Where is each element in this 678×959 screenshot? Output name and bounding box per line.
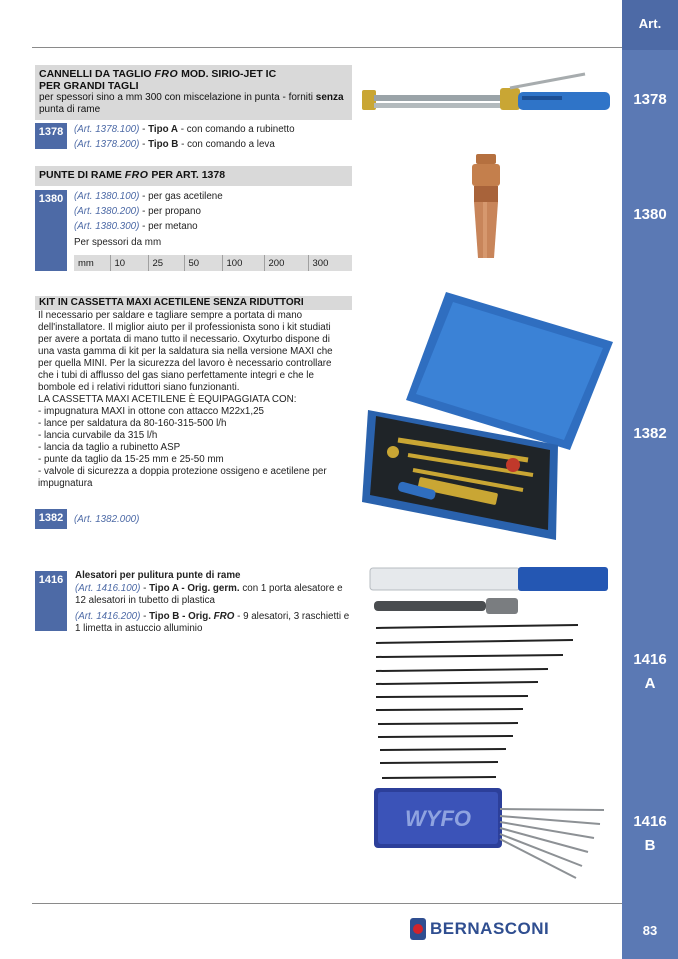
item-1380-200: (Art. 1380.200) - per propano bbox=[74, 206, 201, 217]
item-1378-200: (Art. 1378.200) - Tipo B - con comando a leva bbox=[74, 139, 275, 150]
reamer-case-image bbox=[368, 784, 610, 884]
badge-1382: 1382 bbox=[35, 509, 67, 529]
section-1378-header: CANNELLI DA TAGLIO FRO MOD. SIRIO-JET IC PER GRANDI TAGLI per spessori sino a mm 300 con miscelazione in punta - forniti senza punta di rame bbox=[35, 65, 352, 120]
bottom-divider bbox=[32, 903, 622, 904]
size-cell: 200 bbox=[264, 255, 308, 271]
section-1380-header: PUNTE DI RAME FRO PER ART. 1378 bbox=[35, 166, 352, 186]
item-1378-100: (Art. 1378.100) - Tipo A - con comando a rubinetto bbox=[74, 124, 295, 135]
section-1416-title: Alesatori per pulitura punte di rame bbox=[75, 570, 241, 581]
rail-marker-1416a[interactable]: 1416 A bbox=[633, 651, 667, 692]
bernasconi-logo: BERNASCONI bbox=[410, 918, 549, 940]
thickness-label: Per spessori da mm bbox=[74, 237, 162, 248]
badge-1378: 1378 bbox=[35, 123, 67, 149]
size-cell: 50 bbox=[184, 255, 222, 271]
article-column bbox=[622, 0, 678, 959]
badge-1380: 1380 bbox=[35, 190, 67, 271]
copper-tip-image bbox=[462, 152, 510, 264]
item-1416-100: (Art. 1416.100) - Tipo A - Orig. germ. con 1 porta alesatore e 12 alesatori in tubetto di plastica bbox=[75, 583, 343, 606]
case-brand-text: WYFO bbox=[405, 806, 471, 831]
size-cell: 100 bbox=[222, 255, 264, 271]
rail-marker-1378[interactable]: 1378 bbox=[633, 91, 667, 108]
section-1382-header: KIT IN CASSETTA MAXI ACETILENE SENZA RIDUTTORI bbox=[35, 296, 352, 310]
kit-description: Il necessario per saldare e tagliare sempre a portata di mano dell'installatore. Il miglior aiuto per il professionista sono i kit studiati per avere a portata di mano tutto il necessario. Oxyturbo dispone di una vasta gamma di kit per la saldatura sia nella versione MAXI che per quella MINI. Per la sicurezza del lavoro è necessario controllare che i tubi di afflusso del gas siano perfettamente integri e che le bombole ed i relativi riduttori siano funzionanti. LA CASSETTA MAXI ACETILENE È EQUIPAGGIATA CON: - impugnatura MAXI in ottone con attacco M22x1,25 - lance per saldatura da 80-160-315-500 l/h - lancia curvabile da 315 l/h - lancia da taglio a rubinetto ASP - punte da taglio da 15-25 mm e 25-50 mm - valvole di sicurezza a doppia protezione ossigeno e acetilene per impugnatura bbox=[38, 310, 333, 489]
size-cell: 25 bbox=[148, 255, 184, 271]
rail-marker-1416b[interactable]: 1416 B bbox=[633, 813, 667, 854]
fro-brand: FRO bbox=[154, 68, 179, 80]
cutting-torch-image bbox=[360, 68, 615, 126]
item-1416-200: (Art. 1416.200) - Tipo B - Orig. FRO - 9 alesatori, 3 raschietti e 1 limetta in astuccio alluminio bbox=[75, 611, 350, 634]
rail-marker-1380[interactable]: 1380 bbox=[633, 206, 667, 223]
top-divider bbox=[32, 47, 622, 48]
article-column-title: Art. bbox=[638, 16, 662, 31]
item-1380-300: (Art. 1380.300) - per metano bbox=[74, 221, 198, 232]
item-1382-000: (Art. 1382.000) bbox=[74, 514, 140, 525]
size-cell: 10 bbox=[110, 255, 148, 271]
thickness-table bbox=[74, 255, 352, 271]
item-1380-100: (Art. 1380.100) - per gas acetilene bbox=[74, 191, 223, 202]
reamer-tube-image bbox=[368, 564, 613, 788]
size-cell: 300 bbox=[308, 255, 352, 271]
size-cell: mm bbox=[78, 257, 94, 269]
page-number: 83 bbox=[642, 923, 658, 938]
rail-marker-1382[interactable]: 1382 bbox=[633, 425, 667, 442]
badge-1416: 1416 bbox=[35, 571, 67, 631]
logo-mark-icon bbox=[410, 918, 426, 940]
kit-case-image bbox=[358, 290, 618, 545]
